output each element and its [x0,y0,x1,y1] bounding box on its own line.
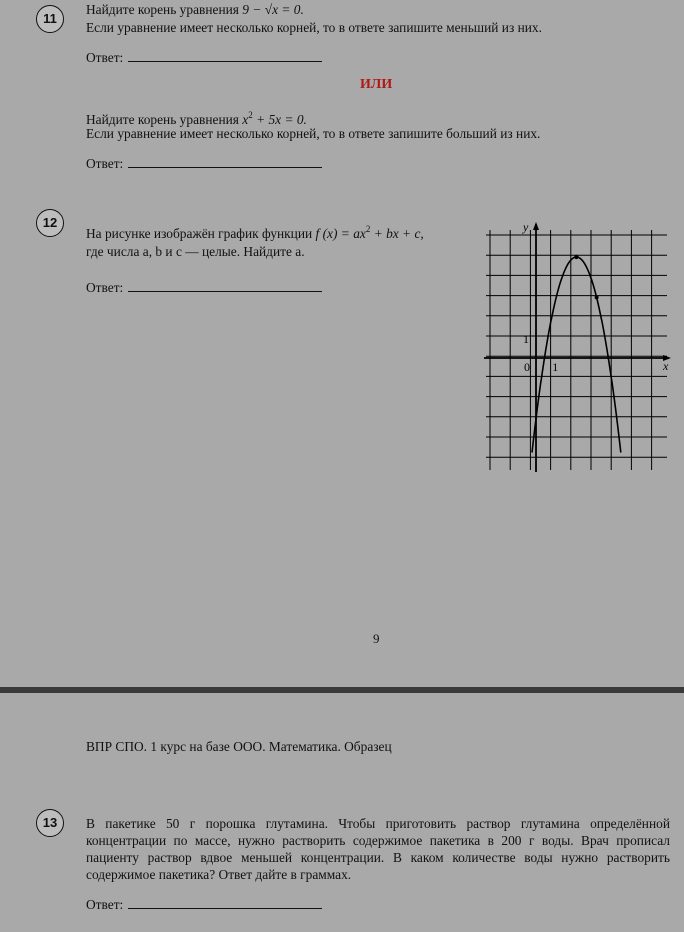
page-number: 9 [373,631,380,646]
answer-field[interactable] [128,281,322,292]
y-unit-label: 1 [523,331,529,346]
y-axis-label: y [523,220,529,234]
task11-alt-line2: Если уравнение имеет несколько корней, то в ответе запишите больший из них. [86,126,541,141]
y-axis-arrow [533,222,539,230]
graph-point [595,295,599,299]
parabola-curve [532,257,621,453]
answer-row: Ответ: [86,50,322,66]
answer-field[interactable] [128,157,322,168]
task12-line2: где числа a, b и c — целые. Найдите a. [86,244,305,259]
or-label: ИЛИ [360,77,393,92]
page-header: ВПР СПО. 1 курс на базе ООО. Математика. Образец [86,739,392,754]
task-number-badge: 12 [36,209,64,237]
answer-row: Ответ: [86,156,322,172]
task11-alt-line1: Найдите корень уравнения $x^2 + 5x = 0$. [86,110,307,127]
x-axis-label: x [663,359,669,373]
answer-row: Ответ: [86,280,322,296]
x-unit-label: 1 [552,360,559,374]
answer-field[interactable] [128,51,322,62]
answer-field[interactable] [128,898,322,909]
task-number-badge: 13 [36,809,64,837]
graph-axes [484,222,671,472]
origin-label: 0 [524,360,530,374]
task-number-badge: 11 [36,5,64,33]
task11-line2: Если уравнение имеет несколько корней, то в ответе запишите меньший из них. [86,20,542,35]
task11-line1: Найдите корень уравнения 9 − √x = 0. [86,2,304,17]
task12-line1: На рисунке изображён график функции f $(x) = ax^2$ + bx + c, [86,224,424,241]
page-divider [0,687,684,693]
function-graph [480,218,675,476]
vertex-point [574,255,578,259]
graph-grid [486,230,667,470]
task13-text: В пакетике 50 г порошка глутамина. Чтобы приготовить раствор глутамина определённой концентрации по массе, нужно растворить содержимое пакетика в 200 г воды. Врач прописал пациенту раствор вдвое меньшей концентрации. В каком количестве воды нужно растворить содержимое пакетика? Ответ дайте в граммах. [86,816,670,882]
answer-row: Ответ: [86,897,322,913]
